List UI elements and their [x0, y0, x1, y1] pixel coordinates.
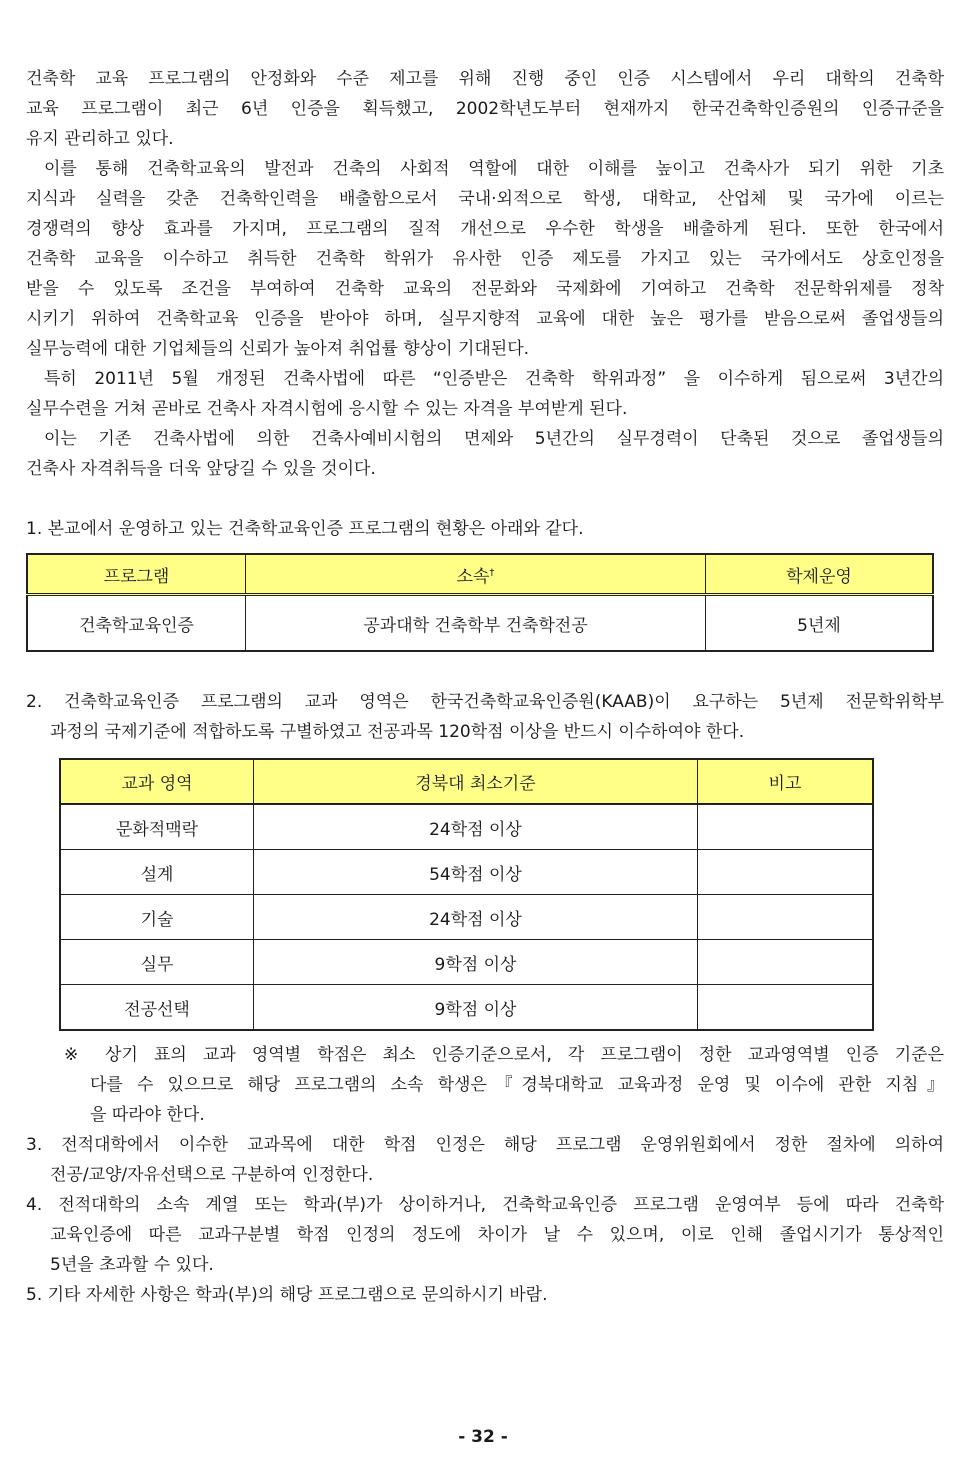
- text-line: 4. 전적대학의 소속 계열 또는 학과(부)가 상이하거나, 건축학교육인증 프로그램 운영여부 등에 따라 건축학: [26, 1195, 944, 1215]
- text-line: 특히 2011년 5월 개정된 건축사법에 따른 “인증받은 건축학 학위과정” 을 이수하게 됨으로써 3년간의: [44, 369, 944, 389]
- text-line: 다를 수 있으므로 해당 프로그램의 소속 학생은『경북대학교 교육과정 운영 및 이수에 관한 지침』: [90, 1075, 944, 1095]
- intro-paragraph-2: [26, 154, 944, 364]
- program-status-table: [26, 553, 934, 652]
- item-5: [26, 1280, 944, 1310]
- header-affiliation: 소속†: [246, 554, 706, 595]
- table-header-row: [27, 554, 933, 595]
- table-header-row: [60, 759, 873, 804]
- item-4: [26, 1190, 944, 1280]
- text-line: 건축사 자격취득을 더욱 앞당길 수 있을 것이다.: [26, 459, 376, 479]
- table-row: [60, 940, 873, 985]
- cell-minimum: 9학점 이상: [254, 985, 698, 1031]
- text-line: 이를 통해 건축학교육의 발전과 건축의 사회적 역할에 대한 이해를 높이고 건축사가 되기 위한 기초: [44, 159, 944, 179]
- table-row: [27, 595, 933, 652]
- text-line: 이는 기존 건축사법에 의한 건축사예비시험의 면제와 5년간의 실무경력이 단축된 것으로 졸업생들의: [44, 429, 944, 449]
- cell-note: [697, 804, 873, 850]
- text-line: 지식과 실력을 갖춘 건축학인력을 배출함으로서 국내·외적으로 학생, 대학교, 산업체 및 국가에 이르는: [26, 189, 944, 209]
- text-line: 받을 수 있도록 조건을 부여하여 건축학 교육의 전문화와 국제화에 기여하고 건축학 전문학위제를 정착: [26, 279, 944, 299]
- text-line: 경쟁력의 향상 효과를 가지며, 프로그램의 질적 개선으로 우수한 학생을 배출하게 된다. 또한 한국에서: [26, 219, 944, 239]
- text-line: 교육 프로그램이 최근 6년 인증을 획득했고, 2002학년도부터 현재까지 한국건축학인증원의 인증규준을: [26, 99, 944, 119]
- text-line: 실무능력에 대한 기업체들의 신뢰가 높아져 취업률 향상이 기대된다.: [26, 339, 530, 359]
- cell-area: 실무: [60, 940, 254, 985]
- cell-minimum: 24학점 이상: [254, 895, 698, 940]
- text-line: ※ 상기 표의 교과 영역별 학점은 최소 인증기준으로서, 각 프로그램이 정한 교과영역별 인증 기준은: [64, 1045, 944, 1065]
- header-area: 교과 영역: [60, 759, 254, 804]
- text-line: 전공/교양/자유선택으로 구분하여 인정한다.: [50, 1165, 374, 1185]
- header-program: 프로그램: [27, 554, 246, 595]
- text-line: 2. 건축학교육인증 프로그램의 교과 영역은 한국건축학교육인증원(KAAB)이 요구하는 5년제 전문학위학부: [26, 692, 944, 712]
- cell-minimum: 54학점 이상: [254, 850, 698, 895]
- dagger-mark: †: [489, 566, 495, 578]
- cell-note: [697, 940, 873, 985]
- text-line: 건축학 교육을 이수하고 취득한 건축학 학위가 유사한 인증 제도를 가지고 있는 국가에서도 상호인정을: [26, 249, 944, 269]
- text-line: 유지 관리하고 있다.: [26, 129, 174, 149]
- cell-note: [697, 895, 873, 940]
- cell-minimum: 9학점 이상: [254, 940, 698, 985]
- cell-note: [697, 985, 873, 1031]
- intro-paragraph-1: [26, 64, 944, 154]
- item-3: [26, 1130, 944, 1190]
- curriculum-area-table: [59, 758, 874, 1031]
- text-line: 을 따라야 한다.: [90, 1105, 205, 1125]
- item-1: [26, 514, 944, 544]
- cell-program: 건축학교육인증: [27, 595, 246, 652]
- text-line: 3. 전적대학에서 이수한 교과목에 대한 학점 인정은 해당 프로그램 운영위원회에서 정한 절차에 의하여: [26, 1135, 944, 1155]
- table-row: [60, 895, 873, 940]
- cell-area: 기술: [60, 895, 254, 940]
- cell-area: 전공선택: [60, 985, 254, 1031]
- header-system: 학제운영: [705, 554, 933, 595]
- page-number: - 32 -: [458, 1427, 508, 1447]
- text-line: 5년을 초과할 수 있다.: [50, 1255, 214, 1275]
- cell-area: 설계: [60, 850, 254, 895]
- cell-area: 문화적맥락: [60, 804, 254, 850]
- table-row: [60, 804, 873, 850]
- cell-affiliation: 공과대학 건축학부 건축학전공: [246, 595, 706, 652]
- text-line: 5. 기타 자세한 사항은 학과(부)의 해당 프로그램으로 문의하시기 바람.: [26, 1285, 548, 1305]
- text-line: 건축학 교육 프로그램의 안정화와 수준 제고를 위해 진행 중인 인증 시스템에서 우리 대학의 건축학: [26, 69, 944, 89]
- table-row: [60, 985, 873, 1031]
- header-minimum: 경북대 최소기준: [254, 759, 698, 804]
- cell-system: 5년제: [705, 595, 933, 652]
- text-line: 교육인증에 따른 교과구분별 학점 인정의 정도에 차이가 날 수 있으며, 이로 인해 졸업시기가 통상적인: [50, 1225, 944, 1245]
- text-line: 시키기 위하여 건축학교육 인증을 받아야 하며, 실무지향적 교육에 대한 높은 평가를 받음으로써 졸업생들의: [26, 309, 944, 329]
- cell-note: [697, 850, 873, 895]
- item-2: [26, 687, 944, 747]
- intro-paragraph-4: [26, 424, 944, 484]
- text-line: 1. 본교에서 운영하고 있는 건축학교육인증 프로그램의 현황은 아래와 같다.: [26, 519, 584, 539]
- text-line: 실무수련을 거쳐 곧바로 건축사 자격시험에 응시할 수 있는 자격을 부여받게 된다.: [26, 399, 628, 419]
- table-row: [60, 850, 873, 895]
- text-line: 과정의 국제기준에 적합하도록 구별하였고 전공과목 120학점 이상을 반드시 이수하여야 한다.: [50, 722, 745, 742]
- intro-paragraph-3: [26, 364, 944, 424]
- table-footnote: [64, 1040, 944, 1130]
- header-note: 비고: [697, 759, 873, 804]
- cell-minimum: 24학점 이상: [254, 804, 698, 850]
